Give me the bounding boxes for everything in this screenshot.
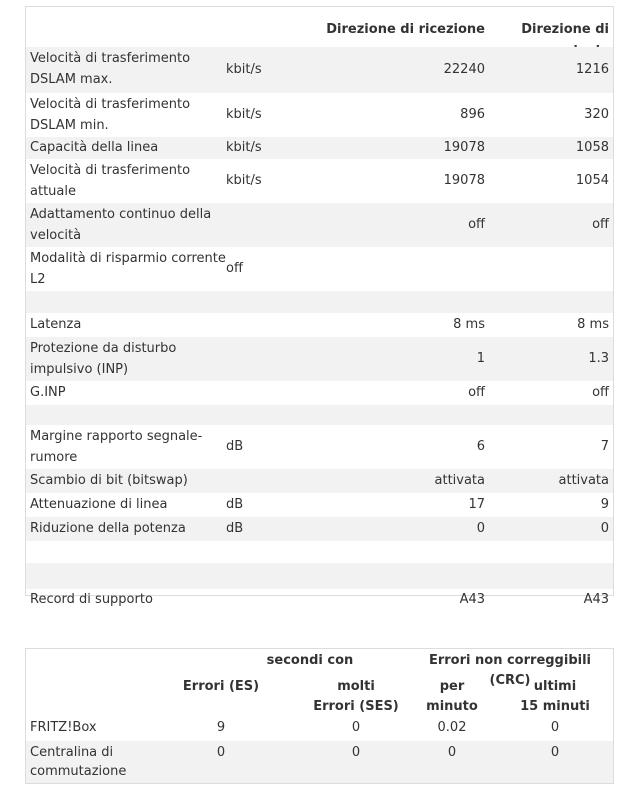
row-label: Velocità di trasferimento attuale xyxy=(30,163,191,199)
row-rx-value: off xyxy=(468,217,485,232)
row-tx-value: 8 ms xyxy=(577,317,609,332)
row-label: G.INP xyxy=(30,385,66,400)
group-errori: Errori non correggibili (CRC) xyxy=(428,653,591,688)
col-es: Errori (ES) xyxy=(182,679,260,694)
row-label: Capacità della linea xyxy=(30,140,159,155)
row-label: Velocità di trasferimento DSLAM max. xyxy=(30,51,191,87)
row-tx-value: 9 xyxy=(600,497,609,512)
table-row xyxy=(26,425,613,469)
row-rx-value: 19078 xyxy=(443,173,485,188)
error-stats-table xyxy=(25,648,614,784)
row-label: FRITZ!Box xyxy=(30,720,97,735)
table-row xyxy=(26,93,613,137)
row-rx-value: 6 xyxy=(476,439,485,454)
row-label: Modalità di risparmio corrente L2 xyxy=(30,251,226,287)
table-row xyxy=(26,313,613,337)
row-min: 0.02 xyxy=(437,720,467,735)
table-row xyxy=(26,517,613,541)
row-tx-value: A43 xyxy=(583,592,609,607)
table-header xyxy=(26,13,613,47)
table-row xyxy=(26,541,613,563)
row-tx-value: attivata xyxy=(558,473,609,488)
table-row xyxy=(26,493,613,517)
row-es: 0 xyxy=(216,745,226,760)
row-label: Centralina di commutazione xyxy=(30,745,127,779)
row-unit: kbit/s xyxy=(226,173,262,188)
table-row xyxy=(26,291,613,313)
row-rx-value: 22240 xyxy=(443,62,485,77)
row-rx-value: 0 xyxy=(476,521,485,536)
row-rx-value: 896 xyxy=(460,107,485,122)
group-secondi: secondi con xyxy=(266,653,354,668)
col-15-1: ultimi xyxy=(533,679,577,694)
row-rx-value: attivata xyxy=(434,473,485,488)
row-tx-value: 1054 xyxy=(575,173,609,188)
table-row xyxy=(26,137,613,159)
table-row xyxy=(26,563,613,589)
table-row xyxy=(26,381,613,405)
row-tx-value: 1.3 xyxy=(588,351,609,366)
row-tx-value: 1216 xyxy=(575,62,609,77)
table-row xyxy=(26,47,613,93)
row-rx-value: 17 xyxy=(468,497,485,512)
row-unit: kbit/s xyxy=(226,107,262,122)
row-tx-value: 320 xyxy=(584,107,609,122)
table-row xyxy=(26,159,613,203)
row-15: 0 xyxy=(550,720,560,735)
row-unit: off xyxy=(226,261,243,276)
col-min-1: per xyxy=(439,679,465,694)
col-ses-2: Errori (SES) xyxy=(313,699,399,714)
row-tx-value: off xyxy=(592,385,609,400)
row-label: Adattamento continuo della velocità xyxy=(30,207,212,243)
table-row xyxy=(26,405,613,425)
row-rx-value: 8 ms xyxy=(453,317,485,332)
row-tx-value: 0 xyxy=(600,521,609,536)
table-row xyxy=(26,337,613,381)
row-unit: kbit/s xyxy=(226,62,262,77)
table-row xyxy=(26,247,613,291)
row-tx-value: 7 xyxy=(600,439,609,454)
header-rx: Direzione di ricezione xyxy=(326,22,485,37)
col-15-2: 15 minuti xyxy=(520,699,590,714)
row-rx-value: off xyxy=(468,385,485,400)
row-label: Margine rapporto segnale-rumore xyxy=(30,429,203,465)
table-row xyxy=(26,741,613,783)
row-tx-value: 1058 xyxy=(575,140,609,155)
row-es: 9 xyxy=(216,720,226,735)
row-rx-value: 19078 xyxy=(443,140,485,155)
row-label: Latenza xyxy=(30,317,82,332)
row-tx-value: off xyxy=(592,217,609,232)
row-min: 0 xyxy=(447,745,457,760)
row-ses: 0 xyxy=(351,720,361,735)
table-row xyxy=(26,717,613,741)
row-unit: dB xyxy=(226,497,244,512)
col-min-2: minuto xyxy=(426,699,478,714)
row-unit: dB xyxy=(226,439,244,454)
row-label: Velocità di trasferimento DSLAM min. xyxy=(30,97,191,133)
row-label: Attenuazione di linea xyxy=(30,497,168,512)
dsl-info-table xyxy=(25,6,614,607)
table-row xyxy=(26,203,613,247)
row-ses: 0 xyxy=(351,745,361,760)
table-row xyxy=(26,469,613,493)
row-rx-value: A43 xyxy=(459,592,485,607)
table-row xyxy=(26,589,613,611)
row-unit: kbit/s xyxy=(226,140,262,155)
row-15: 0 xyxy=(550,745,560,760)
row-unit: dB xyxy=(226,521,244,536)
row-label: Riduzione della potenza xyxy=(30,521,186,536)
col-ses-1: molti xyxy=(337,679,375,694)
row-label: Record di supporto xyxy=(30,592,153,607)
row-rx-value: 1 xyxy=(476,351,485,366)
row-label: Protezione da disturbo impulsivo (INP) xyxy=(30,341,177,377)
row-label: Scambio di bit (bitswap) xyxy=(30,473,188,488)
header-tx: Direzione di xyxy=(521,22,609,37)
